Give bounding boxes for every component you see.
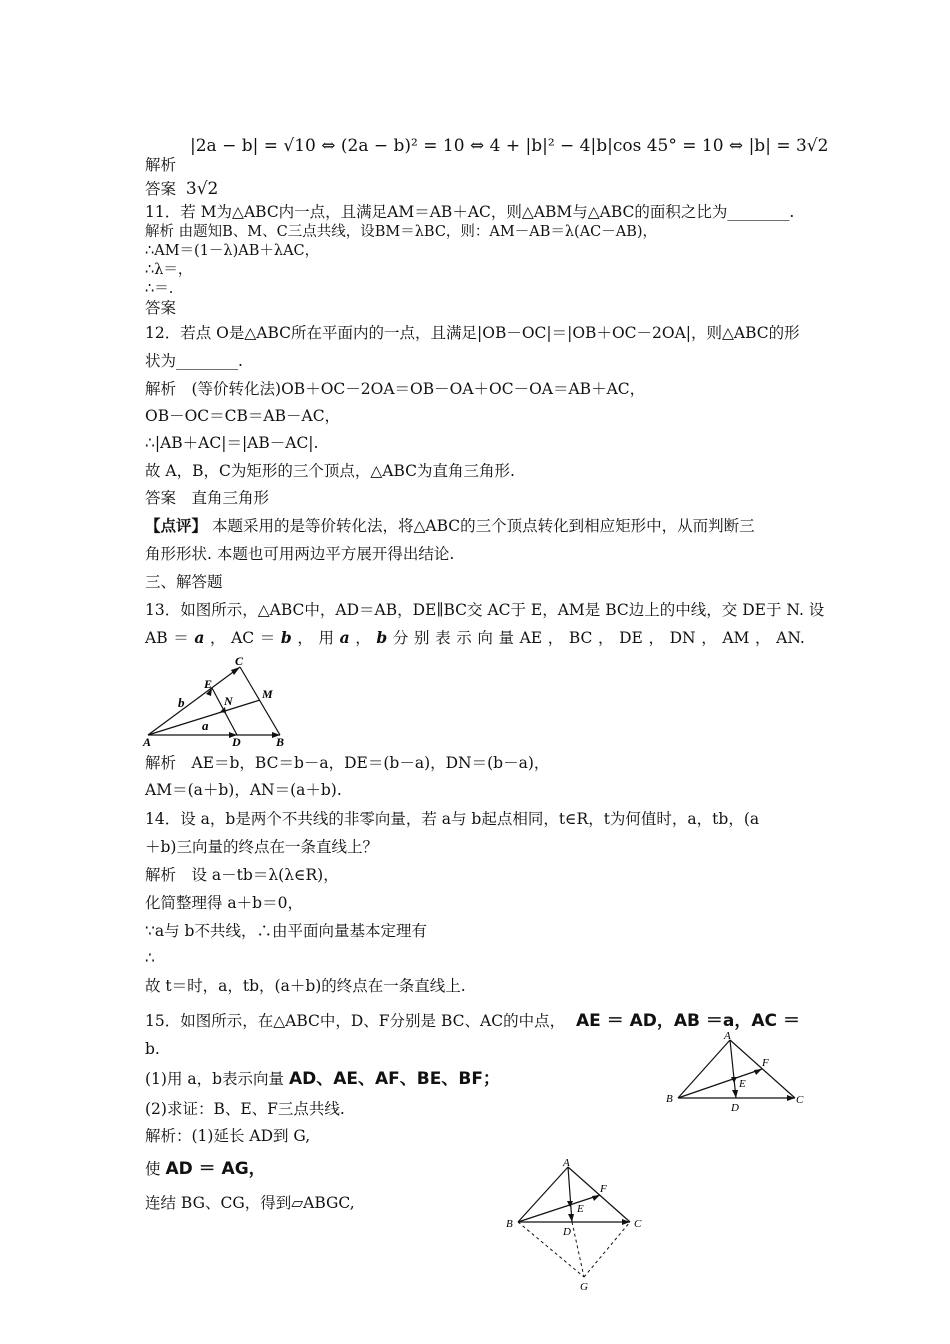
f2-label-g: G xyxy=(580,1281,588,1293)
label-c: C xyxy=(235,655,244,668)
q12-line-3: ∴|AB＋AC|＝|AB－AC|. xyxy=(145,434,319,452)
f1-label-c: C xyxy=(796,1094,804,1106)
eq: ＝ xyxy=(173,629,189,647)
comma: ， xyxy=(701,629,717,647)
part1-text: (1)用 a，b表示向量 xyxy=(145,1070,285,1088)
f1-label-d: D xyxy=(731,1102,739,1114)
q12-answer: 答案 直角三角形 xyxy=(145,489,270,507)
label-e: E xyxy=(204,677,213,691)
vec-am: AM xyxy=(722,629,750,647)
comma: ， xyxy=(648,629,664,647)
vec-de: DE xyxy=(619,629,643,647)
f2-label-e: E xyxy=(577,1203,584,1215)
f2-label-f: F xyxy=(600,1183,607,1195)
answer-label: 答案 xyxy=(145,180,177,198)
sol2-vectors: AD ＝ AG， xyxy=(165,1159,266,1179)
label-m: M xyxy=(262,687,273,701)
sol2-text: 使 xyxy=(145,1160,161,1178)
comma: ， xyxy=(755,629,771,647)
q11-line-3: ∴λ＝， xyxy=(145,262,193,278)
word: 量 xyxy=(498,629,514,647)
q15-stem-2: b. xyxy=(145,1040,160,1058)
q15-part-1 xyxy=(145,1068,500,1090)
q11-line-4: ∴＝. xyxy=(145,281,174,297)
vec-bc: BC xyxy=(568,629,593,647)
f2-label-a: A xyxy=(563,1157,570,1169)
vec-dn: DN xyxy=(669,629,696,647)
word: 分 xyxy=(392,629,409,647)
q12-line-2: OB－OC＝CB＝AB－AC， xyxy=(145,407,341,425)
label-b-vec: b xyxy=(178,695,185,710)
comment-text-1: 本题采用的是等价转化法，将△ABC的三个顶点转化到相应矩形中，从而判断三 xyxy=(211,517,755,535)
q13-solution-1: 解析 AE＝b，BC＝b－a，DE＝(b－a)，DN＝(b－a)， xyxy=(145,754,550,772)
q15-solution-3: 连结 BG、CG，得到▱ABGC, xyxy=(145,1194,355,1212)
q14-stem-1: 14．设 a，b是两个不共线的非零向量，若 a与 b起点相同，t∈R，t为何值时，a，tb，(a xyxy=(145,810,760,828)
f1-label-b: B xyxy=(666,1093,673,1105)
word: 用 xyxy=(318,629,334,647)
comma: ， xyxy=(598,629,614,647)
q13-stem-1: 13．如图所示，△ABC中，AD＝AB，DE∥BC交 AC于 E，AM是 BC边上的中线，交 DE于 N. 设 xyxy=(145,601,825,619)
vec-an: AN. xyxy=(776,629,805,647)
label-a: A xyxy=(143,735,152,747)
q15-solution-1: 解析：(1)延长 AD到 G, xyxy=(145,1127,311,1145)
f1-label-e: E xyxy=(739,1078,746,1090)
q14-line-1: 解析 设 a－tb＝λ(λ∈R)， xyxy=(145,866,339,884)
vec-a: a xyxy=(194,628,205,647)
comment-label: 【点评】 xyxy=(145,516,208,535)
f2-label-b: B xyxy=(506,1218,513,1230)
comma: ， xyxy=(547,629,564,647)
q14-line-3: ∵a与 b不共线，∴由平面向量基本定理有 xyxy=(145,922,427,940)
solution-label: 解析 xyxy=(145,156,177,174)
q11-answer-label: 答案 xyxy=(145,299,177,317)
q12-line-4: 故 A，B，C为矩形的三个顶点，△ABC为直角三角形. xyxy=(145,462,515,480)
q13-solution-2: AM＝(a＋b)，AN＝(a＋b). xyxy=(145,781,342,799)
q11-line-2: ∴AM＝(1－λ)AB＋λAC， xyxy=(145,243,320,259)
vec-b: b xyxy=(376,628,388,647)
q12-stem-2: 状为________. xyxy=(145,352,243,370)
f1-label-f: F xyxy=(762,1057,769,1069)
q13-stem-2 xyxy=(145,627,805,649)
q13-triangle-figure xyxy=(140,655,300,747)
vec-b: b xyxy=(280,628,292,647)
word: 向 xyxy=(477,629,493,647)
label-a-vec: a xyxy=(202,718,209,733)
q11-stem: 11．若 M为△ABC内一点，且满足AM＝AB＋AC，则△ABM与△ABC的面积之比为________. xyxy=(145,203,795,221)
word: 表 xyxy=(435,629,451,647)
q15-triangle-figure xyxy=(660,1028,810,1118)
comma: ， xyxy=(209,629,226,647)
q12-comment-1 xyxy=(145,515,755,537)
label-b: B xyxy=(276,735,285,747)
q15-stem-text: 15．如图所示，在△ABC中，D、F分别是 BC、AC的中点， xyxy=(145,1012,566,1030)
q12-stem-1: 12．若点 O是△ABC所在平面内的一点，且满足|OB－OC|＝|OB＋OC－2OA|，则△ABC的形 xyxy=(145,324,800,342)
f2-label-c: C xyxy=(634,1218,642,1230)
q15-parallelogram-figure xyxy=(500,1155,660,1293)
vec-ae: AE xyxy=(519,629,543,647)
answer-value: 3√2 xyxy=(185,179,219,199)
comma: ， xyxy=(297,629,313,647)
q14-line-4: ∴ xyxy=(145,949,155,967)
q12-line-1: 解析 (等价转化法)OB＋OC－2OA＝OB－OA＋OC－OA＝AB＋AC， xyxy=(145,380,646,398)
comma: ， xyxy=(355,629,371,647)
label-d: D xyxy=(232,735,241,747)
word: 示 xyxy=(456,629,472,647)
q14-line-5: 故 t＝时，a，tb，(a＋b)的终点在一条直线上. xyxy=(145,977,466,995)
word: 别 xyxy=(413,629,430,647)
f1-label-a: A xyxy=(724,1030,731,1042)
eq: ＝ xyxy=(259,629,276,647)
vec-ab: AB xyxy=(145,629,168,647)
q15-solution-2 xyxy=(145,1158,266,1180)
part1-vectors: AD、AE、AF、BE、BF； xyxy=(288,1069,500,1089)
f2-label-d: D xyxy=(563,1226,571,1238)
vec-ac: AC xyxy=(231,629,255,647)
label-n: N xyxy=(224,694,233,708)
q14-stem-2: ＋b)三向量的终点在一条直线上？ xyxy=(145,838,378,856)
vec-a: a xyxy=(339,628,350,647)
formula-image: |2a − b| = √10 ⇔ (2a − b)² = 10 ⇔ 4 + |b|² − 4|b|cos 45° = 10 ⇔ |b| = 3√2 xyxy=(190,136,829,156)
q11-line-1: 解析 由题知B、M、C三点共线，设BM＝λBC，则：AM－AB＝λ(AC－AB)， xyxy=(145,224,658,240)
answer-line xyxy=(145,178,218,200)
q14-line-2: 化简整理得 a＋b＝0， xyxy=(145,894,303,912)
q12-comment-2: 角形形状. 本题也可用两边平方展开得出结论. xyxy=(145,545,455,563)
q15-stem-vectors: AE ＝ AD，AB ＝a，AC ＝ xyxy=(576,1011,800,1031)
q15-part-2: (2)求证：B、E、F三点共线. xyxy=(145,1100,345,1118)
section-heading: 三、解答题 xyxy=(145,573,223,591)
